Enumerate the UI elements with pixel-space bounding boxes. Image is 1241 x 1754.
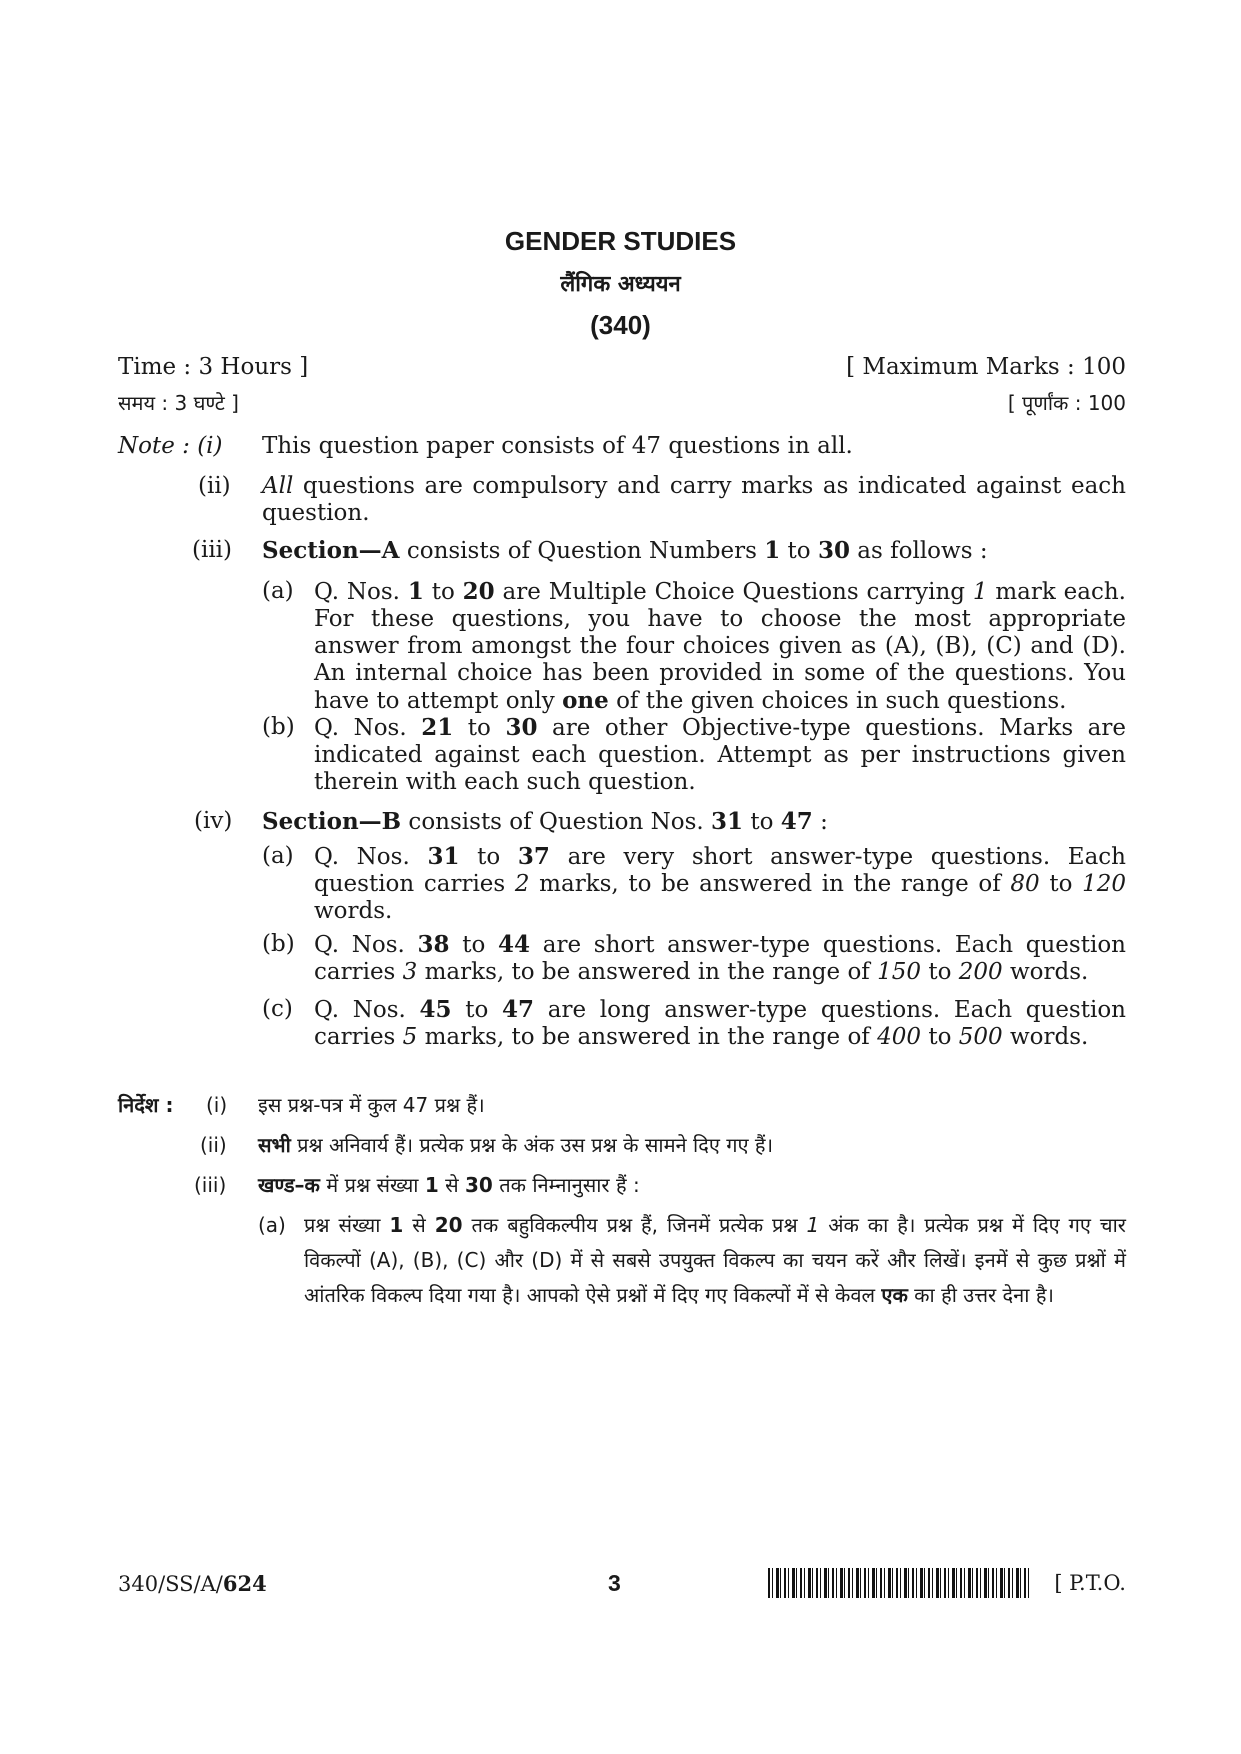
barcode-image: [768, 1568, 1030, 1598]
note-iii-a-label: (a): [262, 578, 294, 604]
time-hi: समय : 3 घण्टे ]: [118, 391, 239, 415]
pto-label: [ P.T.O.: [1054, 1571, 1126, 1595]
note-iii-b: Q. Nos. 21 to 30 are other Objective-type questions. Marks are indicated against each question. Attempt as per instructions given therein with each such question.: [314, 714, 1126, 795]
note-iii-label: (iii): [192, 537, 233, 563]
nirdesh-label: निर्देश :: [118, 1093, 174, 1117]
paper-code-footer: 340/SS/A/624: [118, 1571, 267, 1596]
nirdesh-iii-a-label: (a): [258, 1213, 286, 1237]
note-iii: Section—A consists of Question Numbers 1 to 30 as follows :: [262, 537, 988, 564]
max-marks-en: [ Maximum Marks : 100: [846, 354, 1126, 380]
nirdesh-iii-label: (iii): [194, 1173, 227, 1197]
note-iv-a: Q. Nos. 31 to 37 are very short answer-type questions. Each question carries 2 marks, to be answered in the range of 80 to 120 words.: [314, 843, 1126, 924]
note-iv-c: Q. Nos. 45 to 47 are long answer-type questions. Each question carries 5 marks, to be answered in the range of 400 to 500 words.: [314, 996, 1126, 1050]
note-iii-b-label: (b): [262, 714, 295, 740]
nirdesh-i: इस प्रश्न-पत्र में कुल 47 प्रश्न हैं।: [258, 1093, 485, 1117]
nirdesh-ii-label: (ii): [200, 1133, 227, 1157]
note-iv-c-label: (c): [262, 996, 293, 1022]
nirdesh-i-label: (i): [206, 1093, 228, 1117]
page-number: 3: [608, 1570, 621, 1596]
nirdesh-iii: खण्ड–क में प्रश्न संख्या 1 से 30 तक निम्नानुसार हैं :: [258, 1173, 640, 1197]
nirdesh-ii: सभी प्रश्न अनिवार्य हैं। प्रत्येक प्रश्न के अंक उस प्रश्न के सामने दिए गए हैं।: [258, 1133, 774, 1157]
paper-code: (340): [590, 310, 651, 340]
note-iv-b-label: (b): [262, 931, 295, 957]
note-iv-a-label: (a): [262, 843, 294, 869]
note-iv-b: Q. Nos. 38 to 44 are short answer-type questions. Each question carries 3 marks, to be answered in the range of 150 to 200 words.: [314, 931, 1126, 985]
note-ii-label: (ii): [198, 473, 231, 499]
max-marks-hi: [ पूर्णांक : 100: [1007, 391, 1126, 415]
paper-title-hindi: लैंगिक अध्ययन: [560, 272, 681, 297]
note-iv: Section—B consists of Question Nos. 31 to 47 :: [262, 808, 828, 835]
time-en: Time : 3 Hours ]: [118, 354, 309, 380]
note-label: Note : (i): [118, 433, 223, 459]
paper-title: GENDER STUDIES: [504, 226, 737, 256]
note-iv-label: (iv): [194, 808, 233, 834]
note-i: This question paper consists of 47 questions in all.: [262, 433, 853, 459]
note-iii-a: Q. Nos. 1 to 20 are Multiple Choice Questions carrying 1 mark each. For these questions, you have to choose the most appropriate answer from amongst the four choices given as (A), (B), (C) and (D). An internal choice has been provided in some of the questions. You have to attempt only one of the given choices in such questions.: [314, 578, 1126, 714]
nirdesh-iii-a: प्रश्न संख्या 1 से 20 तक बहुविकल्पीय प्रश्न हैं, जिनमें प्रत्येक प्रश्न 1 अंक का है। प्रत्येक प्रश्न में दिए गए चार विकल्पों (A), (B), (C) और (D) में से सबसे उपयुक्त विकल्प का चयन करें और लिखें। इनमें से कुछ प्रश्नों में आंतरिक विकल्प दिया गया है। आपको ऐसे प्रश्नों में दिए गए विकल्पों में से केवल एक का ही उत्तर देना है।: [304, 1213, 1126, 1307]
note-ii: All questions are compulsory and carry marks as indicated against each question.: [262, 473, 1126, 526]
